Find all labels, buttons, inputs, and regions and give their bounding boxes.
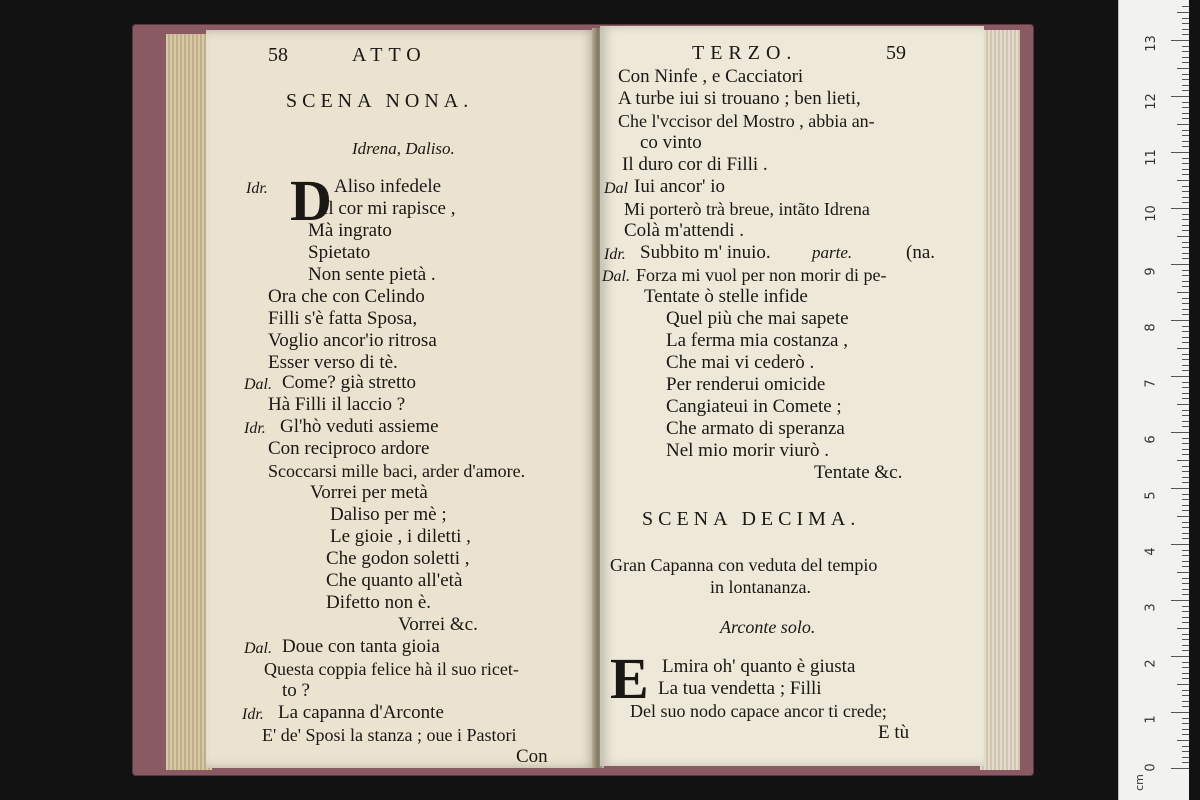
ruler-tick <box>1182 678 1189 679</box>
ruler-tick <box>1182 533 1189 534</box>
ruler-tick <box>1182 594 1189 595</box>
verse-line: Forza mi vuol per non morir di pe- <box>636 265 887 285</box>
speaker-label: Dal. <box>602 268 630 285</box>
ruler-tick <box>1182 337 1189 338</box>
ruler-tick <box>1182 6 1189 7</box>
ruler-tick <box>1182 477 1189 478</box>
ruler-tick <box>1177 348 1189 349</box>
ruler-number: 12 <box>1143 93 1159 110</box>
ruler-tick <box>1177 236 1189 237</box>
ruler-tick <box>1182 466 1189 467</box>
verse-line: Doue con tanta gioia <box>282 636 440 657</box>
speaker-label: Idr. <box>604 246 626 263</box>
scene-title-nona: SCENA NONA. <box>286 90 474 112</box>
verse-line: to ? <box>282 680 310 701</box>
speaker-label: Idr. <box>242 706 264 723</box>
ruler-tick <box>1182 695 1189 696</box>
ruler-tick <box>1182 454 1189 455</box>
verse-line: Questa coppia felice hà il suo ricet- <box>264 659 519 679</box>
ruler-number: 9 <box>1143 267 1159 276</box>
ruler-tick <box>1177 124 1189 125</box>
verse-line: La tua vendetta ; Filli <box>658 678 822 699</box>
ruler-number: 10 <box>1143 205 1159 222</box>
ruler-tick <box>1182 589 1189 590</box>
right-page <box>600 26 984 766</box>
ruler-tick <box>1182 757 1189 758</box>
speaker-label: Idr. <box>244 420 266 437</box>
ruler-tick <box>1182 309 1189 310</box>
ruler-tick <box>1182 270 1189 271</box>
ruler-tick <box>1182 191 1189 192</box>
ruler-tick <box>1182 510 1189 511</box>
page-edges-right <box>980 30 1020 770</box>
ruler-tick <box>1182 314 1189 315</box>
ruler-tick <box>1171 264 1189 265</box>
ruler-tick <box>1182 522 1189 523</box>
ruler-tick <box>1182 113 1189 114</box>
verse-line: Che l'vccisor del Mostro , abbia an- <box>618 111 875 131</box>
ruler-tick <box>1182 331 1189 332</box>
verse-line: Quel più che mai sapete <box>666 308 849 329</box>
ruler-number: 5 <box>1143 491 1159 500</box>
ruler-tick <box>1171 40 1189 41</box>
ruler-tick <box>1171 600 1189 601</box>
ruler-tick <box>1182 499 1189 500</box>
ruler-tick <box>1182 622 1189 623</box>
ruler-tick <box>1182 578 1189 579</box>
characters-left: Idrena, Daliso. <box>352 139 455 158</box>
ruler-tick <box>1171 152 1189 153</box>
ruler-tick <box>1182 118 1189 119</box>
verse-line: Che quanto all'età <box>326 570 463 591</box>
ruler-tick <box>1177 460 1189 461</box>
ruler-tick <box>1182 219 1189 220</box>
ruler-tick <box>1182 74 1189 75</box>
ruler-tick <box>1182 606 1189 607</box>
ruler-tick <box>1182 230 1189 231</box>
ruler-tick <box>1182 734 1189 735</box>
ruler-tick <box>1182 354 1189 355</box>
verse-line: La capanna d'Arconte <box>278 702 444 723</box>
ruler-tick <box>1177 292 1189 293</box>
ruler-tick <box>1182 174 1189 175</box>
ruler-tick <box>1182 667 1189 668</box>
verse-line: Gl'hò veduti assieme <box>280 416 439 437</box>
ruler-tick <box>1182 186 1189 187</box>
page-number-left: 58 <box>268 44 288 66</box>
verse-line: Hà Filli il laccio ? <box>268 394 406 415</box>
verse-line: Mà ingrato <box>308 220 392 241</box>
ruler-tick <box>1182 102 1189 103</box>
ruler-tick <box>1177 180 1189 181</box>
ruler-tick <box>1182 751 1189 752</box>
ruler-tick <box>1182 561 1189 562</box>
ruler-tick <box>1182 62 1189 63</box>
verse-line: Vorrei &c. <box>398 614 478 635</box>
verse-line: Che armato di speranza <box>666 418 845 439</box>
ruler-tick <box>1182 449 1189 450</box>
ruler-tick <box>1182 729 1189 730</box>
ruler-tick <box>1171 432 1189 433</box>
ruler-tick <box>1182 471 1189 472</box>
verse-line: Difetto non è. <box>326 592 432 613</box>
verse-line: Che mai vi cederò . <box>666 352 815 373</box>
ruler-tick <box>1182 57 1189 58</box>
ruler-tick <box>1182 421 1189 422</box>
ruler-tick <box>1182 34 1189 35</box>
ruler-tick <box>1182 242 1189 243</box>
verse-line: Nel mio morir viurò . <box>666 440 830 461</box>
ruler-tick <box>1182 169 1189 170</box>
stage-direction-exit: parte. <box>812 243 853 262</box>
verse-line: La ferma mia costanza , <box>666 330 848 351</box>
ruler-tick <box>1171 488 1189 489</box>
ruler-tick <box>1182 51 1189 52</box>
running-head-left: ATTO <box>352 44 427 66</box>
ruler-tick <box>1182 85 1189 86</box>
ruler-tick <box>1182 706 1189 707</box>
verse-line: Esser verso di tè. <box>268 352 398 373</box>
ruler-tick <box>1182 141 1189 142</box>
ruler-number: 1 <box>1143 715 1159 724</box>
verse-line: Filli s'è fatta Sposa, <box>268 308 418 329</box>
ruler-tick <box>1182 550 1189 551</box>
ruler-tick <box>1182 639 1189 640</box>
ruler-tick <box>1182 566 1189 567</box>
ruler-tick <box>1182 398 1189 399</box>
ruler-number: 11 <box>1143 149 1159 166</box>
ruler-tick <box>1182 29 1189 30</box>
ruler-tick <box>1177 684 1189 685</box>
verse-line: Mi porterò trà breue, intãto Idrena <box>624 199 870 219</box>
verse-line: Tentate ò stelle infide <box>644 286 808 307</box>
ruler-tick <box>1182 365 1189 366</box>
ruler-tick <box>1182 662 1189 663</box>
drop-cap-d: D <box>290 168 332 233</box>
verse-line: Lmira oh' quanto è giusta <box>662 656 856 677</box>
ruler-tick <box>1182 634 1189 635</box>
ruler-tick <box>1182 415 1189 416</box>
ruler-tick <box>1182 701 1189 702</box>
running-head-right: TERZO. <box>692 42 798 64</box>
ruler-tick <box>1182 247 1189 248</box>
ruler-tick <box>1171 208 1189 209</box>
ruler-tick <box>1171 656 1189 657</box>
ruler-tick <box>1177 12 1189 13</box>
ruler-tick <box>1182 673 1189 674</box>
ruler-tick <box>1182 583 1189 584</box>
ruler-tick <box>1182 538 1189 539</box>
ruler-number: 4 <box>1143 547 1159 556</box>
ruler-tick <box>1182 202 1189 203</box>
ruler-tick <box>1182 146 1189 147</box>
verse-line: Subbito m' inuio. <box>640 242 771 263</box>
ruler-tick <box>1182 253 1189 254</box>
ruler-number: 3 <box>1143 603 1159 612</box>
ruler-number: 0 <box>1143 763 1159 772</box>
ruler-tick <box>1182 650 1189 651</box>
ruler-tick <box>1177 404 1189 405</box>
ruler-tick <box>1182 225 1189 226</box>
verse-line: Che godon soletti , <box>326 548 470 569</box>
measurement-ruler <box>1118 0 1189 800</box>
verse-line: Non sente pietà . <box>308 264 436 285</box>
verse-line: Daliso per mè ; <box>330 504 447 525</box>
ruler-tick <box>1182 611 1189 612</box>
ruler-tick <box>1182 426 1189 427</box>
stage-direction-setting: Gran Capanna con veduta del tempio <box>610 555 878 575</box>
ruler-tick <box>1182 359 1189 360</box>
ruler-tick <box>1182 303 1189 304</box>
ruler-tick <box>1182 158 1189 159</box>
ruler-number: 8 <box>1143 323 1159 332</box>
ruler-tick <box>1177 68 1189 69</box>
stage-direction-setting-2: in lontananza. <box>710 577 811 597</box>
ruler-tick <box>1182 342 1189 343</box>
ruler-number: 13 <box>1143 35 1159 52</box>
verse-line: Cangiateui in Comete ; <box>666 396 842 417</box>
scene-title-decima: SCENA DECIMA. <box>642 508 861 530</box>
ruler-tick <box>1182 410 1189 411</box>
ruler-tick <box>1182 438 1189 439</box>
ruler-tick <box>1182 645 1189 646</box>
verse-line: Voglio ancor'io ritrosa <box>268 330 437 351</box>
ruler-tick <box>1182 275 1189 276</box>
ruler-number: 2 <box>1143 659 1159 668</box>
ruler-tick <box>1182 443 1189 444</box>
verse-line: Con reciproco ardore <box>268 438 430 459</box>
verse-line: Scoccarsi mille baci, arder d'amore. <box>268 461 526 481</box>
page-number-right: 59 <box>886 42 906 64</box>
verse-line: Colà m'attendi . <box>624 220 745 241</box>
ruler-tick <box>1182 555 1189 556</box>
ruler-tick <box>1182 762 1189 763</box>
ruler-tick <box>1182 214 1189 215</box>
verse-line: Per renderui omicide <box>666 374 826 395</box>
ruler-tick <box>1182 494 1189 495</box>
ruler-tick <box>1182 482 1189 483</box>
line-overflow: (na. <box>906 242 936 263</box>
ruler-tick <box>1182 197 1189 198</box>
ruler-tick <box>1182 107 1189 108</box>
ruler-tick <box>1182 718 1189 719</box>
catchword: Con <box>516 746 548 767</box>
verse-line: Iui ancor' io <box>634 176 726 197</box>
verse-line: Spietato <box>308 242 371 263</box>
ruler-tick <box>1182 617 1189 618</box>
ruler-tick <box>1182 387 1189 388</box>
ruler-tick <box>1182 690 1189 691</box>
left-page <box>206 30 596 768</box>
speaker-label: Idr. <box>246 180 268 197</box>
ruler-tick <box>1177 516 1189 517</box>
ruler-tick <box>1171 376 1189 377</box>
ruler-tick <box>1182 370 1189 371</box>
ruler-tick <box>1182 723 1189 724</box>
verse-line: Le gioie , i diletti , <box>330 526 471 547</box>
verse-line: Come? già stretto <box>282 372 417 393</box>
ruler-tick <box>1171 320 1189 321</box>
ruler-tick <box>1171 712 1189 713</box>
verse-line: Il duro cor di Filli . <box>622 154 768 175</box>
ruler-tick <box>1182 18 1189 19</box>
ruler-tick <box>1182 527 1189 528</box>
ruler-tick <box>1182 46 1189 47</box>
ruler-tick <box>1177 628 1189 629</box>
verse-line: Ora che con Celindo <box>268 286 425 307</box>
ruler-tick <box>1182 505 1189 506</box>
verse-line: Tentate &c. <box>814 462 903 483</box>
ruler-number: 7 <box>1143 379 1159 388</box>
ruler-tick <box>1182 163 1189 164</box>
verse-line: Aliso infedele <box>334 176 442 197</box>
ruler-unit: cm <box>1132 774 1146 791</box>
drop-cap-e: E <box>610 646 649 711</box>
ruler-tick <box>1171 96 1189 97</box>
ruler-tick <box>1182 258 1189 259</box>
verse-line: Vorrei per metà <box>310 482 428 503</box>
speaker-label: Dal <box>604 180 628 197</box>
verse-line: Il cor mi rapisce , <box>322 198 456 219</box>
ruler-tick <box>1182 326 1189 327</box>
verse-line: A turbe iui si trouano ; ben lieti, <box>618 88 861 109</box>
ruler-tick <box>1182 79 1189 80</box>
ruler-tick <box>1182 23 1189 24</box>
speaker-label: Dal. <box>244 640 272 657</box>
verse-line: E tù <box>878 722 910 743</box>
verse-line: Con Ninfe , e Cacciatori <box>618 66 804 87</box>
ruler-number: 6 <box>1143 435 1159 444</box>
ruler-tick <box>1182 393 1189 394</box>
ruler-tick <box>1182 281 1189 282</box>
ruler-tick <box>1177 740 1189 741</box>
ruler-tick <box>1177 572 1189 573</box>
ruler-tick <box>1171 544 1189 545</box>
ruler-tick <box>1182 90 1189 91</box>
verse-line: E' de' Sposi la stanza ; oue i Pastori <box>262 725 517 745</box>
ruler-tick <box>1182 746 1189 747</box>
ruler-tick <box>1182 135 1189 136</box>
ruler-tick <box>1182 130 1189 131</box>
characters-right: Arconte solo. <box>720 617 816 637</box>
speaker-label: Dal. <box>244 376 272 393</box>
verse-line: co vinto <box>640 132 702 153</box>
verse-line: Del suo nodo capace ancor ti crede; <box>630 701 887 721</box>
ruler-tick <box>1182 286 1189 287</box>
ruler-tick <box>1182 298 1189 299</box>
ruler-tick <box>1182 382 1189 383</box>
ruler-tick <box>1171 768 1189 769</box>
